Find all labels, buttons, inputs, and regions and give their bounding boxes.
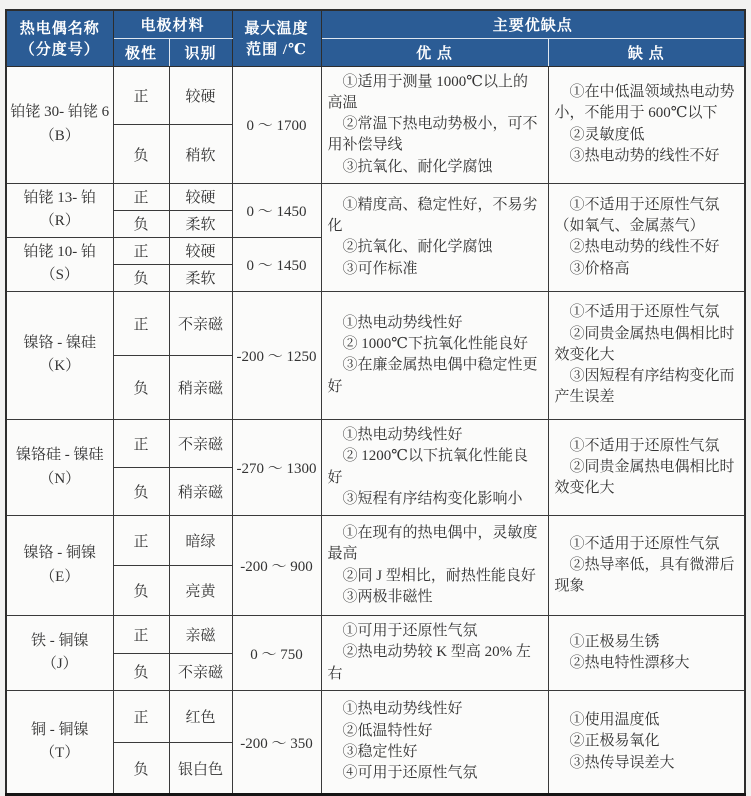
advantage-item: ③短程有序结构变化影响小	[342, 490, 523, 507]
polarity-negative-cell: 负	[113, 653, 169, 690]
polarity-negative-cell: 负	[113, 468, 169, 516]
advantage-item: ①热电动势线性好	[342, 314, 463, 331]
col-header-cons: 缺 点	[548, 38, 745, 66]
header-row-1	[6, 10, 745, 38]
identification-negative-cell: 柔软	[169, 210, 232, 237]
identification-positive-cell: 暗绿	[169, 516, 232, 566]
table-header	[6, 10, 745, 66]
temp-range-cell: -200 ～ 900	[232, 516, 321, 616]
thermocouple-name-cell	[6, 616, 113, 691]
thermocouple-name-cell	[6, 66, 113, 183]
thermocouple-name-cell	[6, 237, 113, 291]
col-header-max-temp-range: 最大温度 范围 /℃	[232, 10, 321, 66]
disadvantage-item: ③因短程有序结构变化而产生误差	[554, 368, 735, 406]
temp-range-cell: -200 ～ 350	[232, 691, 321, 795]
disadvantage-item: ①在中低温领域热电动势小，不能用于 600℃以下	[554, 84, 735, 122]
polarity-negative-cell: 负	[113, 125, 169, 184]
identification-negative-cell: 亮黄	[169, 566, 232, 616]
disadvantage-item: ①不适用于还原性气氛（如氧气、金属蒸气）	[554, 196, 720, 235]
col-header-electrode-material: 电极材料	[113, 10, 232, 38]
pros-cell	[321, 616, 548, 691]
thermocouple-name: 铂铑 13- 铂	[23, 190, 96, 207]
identification-positive-cell: 较硬	[169, 183, 232, 210]
thermocouple-name: 铜 - 铜镍	[31, 721, 89, 738]
polarity-positive-cell: 正	[113, 419, 169, 467]
thermocouple-name: 铂铑 30- 铂铑 6	[10, 104, 110, 121]
advantage-item: ③抗氧化、耐化学腐蚀	[342, 158, 493, 175]
pros-cell	[321, 291, 548, 419]
disadvantage-item: ③热传导误差大	[569, 754, 675, 771]
cons-cell	[548, 616, 745, 691]
identification-negative-cell: 稍软	[169, 125, 232, 184]
disadvantage-item: ②灵敏度低	[569, 126, 645, 143]
temp-range-cell: 0 ～ 1450	[232, 183, 321, 237]
thermocouple-name: 铂铑 10- 铂	[23, 244, 96, 261]
pros-cell	[321, 66, 548, 183]
polarity-negative-cell: 负	[113, 210, 169, 237]
identification-positive-cell: 不亲磁	[169, 419, 232, 467]
thermocouple-code: （S）	[40, 267, 79, 284]
polarity-negative-cell: 负	[113, 264, 169, 291]
cons-cell	[548, 66, 745, 183]
advantage-item: ②低温特性好	[342, 722, 433, 739]
cons-cell	[548, 419, 745, 515]
table-row	[6, 516, 745, 566]
advantage-item: ②常温下热电动势极小，可不用补偿导线	[327, 116, 538, 154]
thermocouple-name: 铁 - 铜镍	[31, 632, 89, 649]
cons-cell	[548, 183, 745, 291]
thermocouple-name-cell	[6, 516, 113, 616]
advantage-item: ③两极非磁性	[342, 588, 433, 605]
temp-range-cell: -200 ～ 1250	[232, 291, 321, 419]
temp-range-cell: -270 ～ 1300	[232, 419, 321, 515]
polarity-positive-cell: 正	[113, 516, 169, 566]
header-row-2	[6, 38, 745, 66]
advantage-item: ② 1000℃下抗氧化性能良好	[342, 336, 529, 353]
thermocouple-name-cell	[6, 183, 113, 237]
polarity-positive-cell: 正	[113, 291, 169, 355]
thermocouple-name-cell	[6, 691, 113, 795]
polarity-negative-cell: 负	[113, 743, 169, 795]
identification-negative-cell: 稍亲磁	[169, 355, 232, 419]
disadvantage-item: ①使用温度低	[569, 712, 660, 729]
thermocouple-code: （B）	[39, 127, 80, 144]
identification-negative-cell: 柔软	[169, 264, 232, 291]
advantage-item: ①适用于测量 1000℃以上的高温	[327, 73, 529, 111]
disadvantage-item: ①不适用于还原性气氛	[569, 304, 720, 321]
identification-positive-cell: 亲磁	[169, 616, 232, 653]
disadvantage-item: ①正极易生锈	[569, 633, 660, 650]
col-header-polarity: 极性	[113, 38, 169, 66]
advantage-item: ②同 J 型相比，耐热性能良好	[342, 567, 536, 584]
thermocouple-table	[5, 9, 746, 796]
pros-cell	[321, 691, 548, 795]
identification-negative-cell: 稍亲磁	[169, 468, 232, 516]
disadvantage-item: ②热电动势的线性不好	[569, 239, 720, 256]
cons-cell	[548, 291, 745, 419]
identification-positive-cell: 红色	[169, 691, 232, 743]
table-row	[6, 616, 745, 653]
table-row	[6, 691, 745, 743]
table-row	[6, 66, 745, 125]
cons-cell	[548, 516, 745, 616]
temp-range-cell: 0 ～ 1700	[232, 66, 321, 183]
temp-range-cell: 0 ～ 750	[232, 616, 321, 691]
polarity-positive-cell: 正	[113, 183, 169, 210]
table-row	[6, 419, 745, 467]
advantage-item: ③稳定性好	[342, 744, 418, 761]
polarity-positive-cell: 正	[113, 237, 169, 264]
advantage-item: ④可用于还原性气氛	[342, 765, 478, 782]
advantage-item: ①可用于还原性气氛	[342, 623, 478, 640]
thermocouple-code: （T）	[40, 745, 80, 762]
cons-cell	[548, 691, 745, 795]
identification-negative-cell: 银白色	[169, 743, 232, 795]
advantage-item: ①热电动势线性好	[342, 701, 463, 718]
thermocouple-code: （N）	[39, 470, 81, 487]
col-header-identification: 识别	[169, 38, 232, 66]
thermocouple-name-cell	[6, 291, 113, 419]
identification-positive-cell: 不亲磁	[169, 291, 232, 355]
disadvantage-item: ②热导率低，具有微滞后现象	[554, 557, 735, 595]
thermocouple-code: （J）	[41, 656, 78, 673]
advantage-item: ③在廉金属热电偶中稳定性更好	[327, 357, 538, 395]
col-header-thermocouple-name: 热电偶名称 （分度号）	[6, 10, 113, 66]
disadvantage-item: ①不适用于还原性气氛	[569, 535, 720, 552]
identification-positive-cell: 较硬	[169, 66, 232, 125]
polarity-positive-cell: 正	[113, 691, 169, 743]
thermocouple-name: 镍铬 - 镍硅	[23, 335, 96, 352]
pros-cell	[321, 419, 548, 515]
polarity-positive-cell: 正	[113, 616, 169, 653]
identification-negative-cell: 不亲磁	[169, 653, 232, 690]
thermocouple-name: 镍铬 - 铜镍	[23, 545, 96, 562]
col-header-pros: 优 点	[321, 38, 548, 66]
advantage-item: ②抗氧化、耐化学腐蚀	[342, 239, 493, 256]
polarity-positive-cell: 正	[113, 66, 169, 125]
pros-cell	[321, 183, 548, 291]
disadvantage-item: ②同贵金属热电偶相比时效变化大	[554, 458, 735, 497]
disadvantage-item: ②热电特性漂移大	[569, 655, 690, 672]
disadvantage-item: ③价格高	[569, 260, 630, 277]
disadvantage-item: ③热电动势的线性不好	[569, 148, 720, 165]
polarity-negative-cell: 负	[113, 355, 169, 419]
advantage-item: ②热电动势较 K 型高 20% 左右	[327, 644, 531, 682]
table-row	[6, 183, 745, 210]
advantage-item: ①精度高、稳定性好，不易劣化	[327, 196, 538, 235]
thermocouple-name: 镍铬硅 - 镍硅	[16, 447, 104, 464]
table-body	[6, 66, 745, 795]
polarity-negative-cell: 负	[113, 566, 169, 616]
thermocouple-code: （E）	[40, 568, 80, 585]
identification-positive-cell: 较硬	[169, 237, 232, 264]
advantage-item: ①热电动势线性好	[342, 426, 463, 443]
advantage-item: ③可作标准	[342, 260, 418, 277]
thermocouple-name-cell	[6, 419, 113, 515]
disadvantage-item: ②同贵金属热电偶相比时效变化大	[554, 325, 735, 363]
pros-cell	[321, 516, 548, 616]
advantage-item: ② 1200℃以下抗氧化性能良好	[327, 448, 529, 486]
disadvantage-item: ①不适用于还原性气氛	[569, 437, 720, 454]
col-header-pros-cons: 主要优缺点	[321, 10, 745, 38]
table-row	[6, 291, 745, 355]
thermocouple-code: （K）	[39, 358, 81, 375]
thermocouple-code: （R）	[39, 213, 80, 230]
disadvantage-item: ②正极易氧化	[569, 733, 660, 750]
advantage-item: ①在现有的热电偶中，灵敏度最高	[327, 525, 538, 563]
temp-range-cell: 0 ～ 1450	[232, 237, 321, 291]
